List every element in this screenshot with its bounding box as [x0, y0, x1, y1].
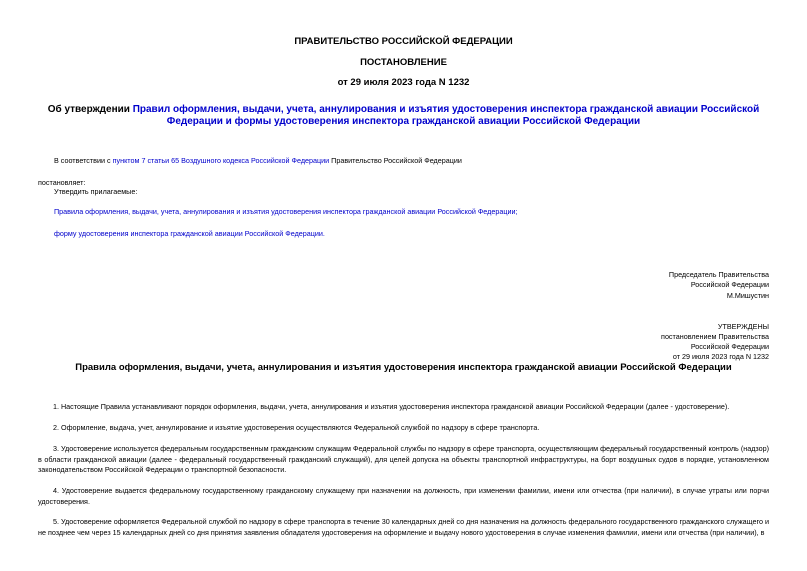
rules-title: Правила оформления, выдачи, учета, аннулирования и изъятия удостоверения инспектора гражданской авиации Российской Федерации: [75, 362, 732, 373]
preamble-link[interactable]: пунктом 7 статьи 65 Воздушного кодекса Российской Федерации: [112, 156, 330, 165]
document-title: [32, 104, 775, 128]
approved-by: постановлением Правительства: [661, 332, 769, 341]
rules-paragraph-4: [38, 486, 769, 507]
document-date: от 29 июля 2023 года N 1232: [337, 77, 470, 88]
approved-country: Российской Федерации: [690, 342, 769, 351]
approved-item-rules-link[interactable]: Правила оформления, выдачи, учета, аннулирования и изъятия удостоверения инспектора гражданской авиации Российской Федерации;: [54, 207, 518, 216]
preamble-prefix: В соответствии с: [54, 156, 113, 165]
approved-heading: УТВЕРЖДЕНЫ: [717, 322, 769, 331]
document-type: ПОСТАНОВЛЕНИЕ: [360, 57, 447, 68]
signature-name: М.Мишустин: [726, 291, 769, 300]
title-prefix: Об утверждении: [47, 104, 133, 115]
preamble-suffix: Правительство Российской Федерации: [329, 156, 462, 165]
preamble: [54, 156, 754, 166]
rules-paragraph-4-text: 4. Удостоверение выдается федеральному государственному гражданскому служащему при назначении на должность, при изменении фамилии, имени или отчества (при наличии), в случае утраты или порчи удостоверения.: [38, 486, 769, 506]
rules-paragraph-5: [38, 517, 769, 538]
approved-item-form-link[interactable]: форму удостоверения инспектора гражданской авиации Российской Федерации.: [54, 229, 325, 238]
approve-text: Утвердить прилагаемые:: [54, 187, 138, 196]
approved-date: от 29 июля 2023 года N 1232: [672, 352, 769, 361]
rules-paragraph-3: [38, 444, 769, 476]
title-link[interactable]: Правил оформления, выдачи, учета, аннулирования и изъятия удостоверения инспектора гражданской авиации Российской Федерации и формы удостоверения инспектора гражданской авиации Российской Федерации: [132, 104, 760, 127]
rules-paragraph-3-text: 3. Удостоверение используется федеральным государственным гражданским служащим Федеральной службы по надзору в сфере транспорта, осуществляющим федеральный государственный контроль (надзор) в области гражданской авиации (далее - федеральный государственный гражданский служащий), для целей допуска на объекты транспортной инфраструктуры, на борт воздушных судов в порядке, установленном законодательством Российской Федерации о транспортной безопасности.: [38, 444, 769, 474]
signature-position: Председатель Правительства: [668, 270, 769, 279]
postanovlyaet-text: постановляет:: [38, 178, 86, 187]
rules-paragraph-1-text: 1. Настоящие Правила устанавливают порядок оформления, выдачи, учета, аннулирования и изъятия удостоверения инспектора гражданской авиации Российской Федерации (далее - удостоверение).: [53, 402, 730, 411]
government-name: ПРАВИТЕЛЬСТВО РОССИЙСКОЙ ФЕДЕРАЦИИ: [294, 36, 513, 47]
rules-paragraph-2-text: 2. Оформление, выдача, учет, аннулирование и изъятие удостоверения осуществляются Федеральной службой по надзору в сфере транспорта.: [53, 423, 540, 432]
rules-paragraph-2: [38, 423, 769, 434]
rules-paragraph-1: [38, 402, 769, 413]
rules-paragraph-5-text: 5. Удостоверение оформляется Федеральной службой по надзору в сфере транспорта в течение 30 календарных дней со дня назначения на должность федерального государственного гражданского служащего и не позднее чем через 15 календарных дней со дня принятия заявления обладателя удостоверения на оформление и выдачу нового удостоверения в случае изменения фамилии, имени или отчества (при наличии), в: [38, 517, 769, 537]
signature-country: Российской Федерации: [690, 280, 769, 289]
